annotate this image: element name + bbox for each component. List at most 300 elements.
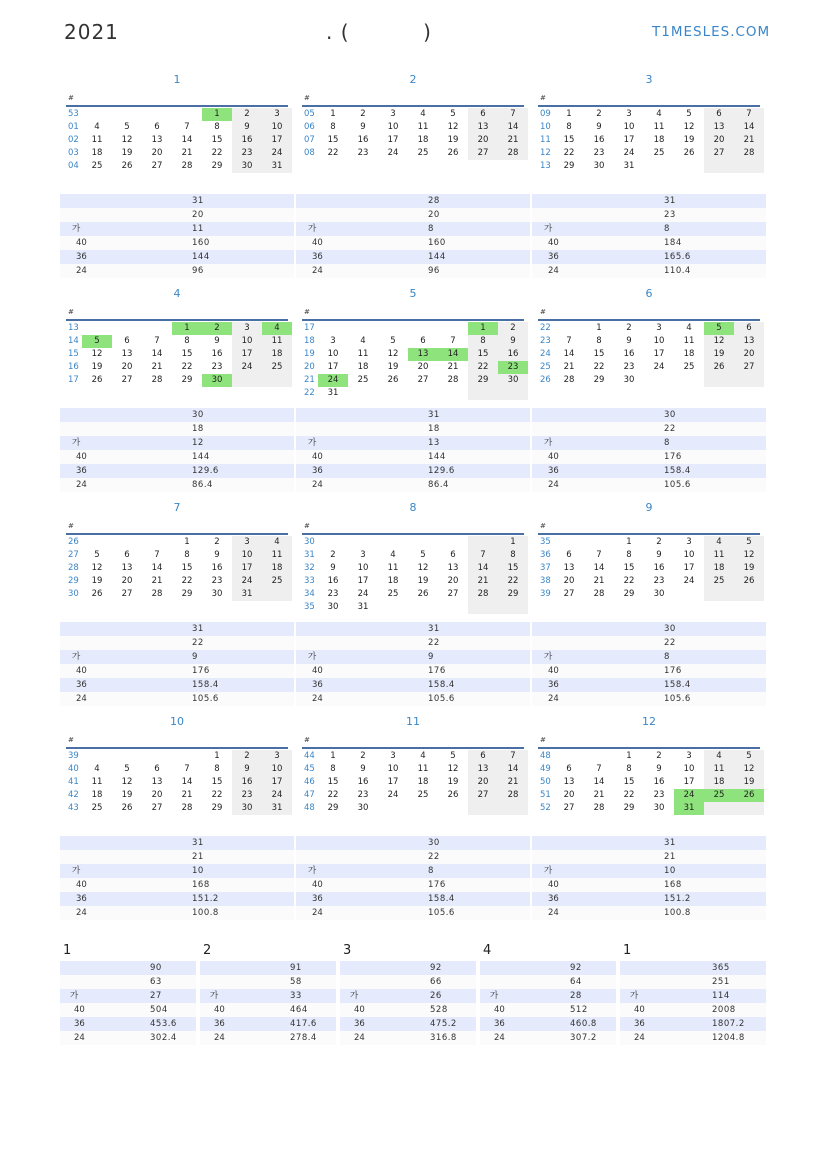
day-cell[interactable]: 15 <box>623 777 635 787</box>
day-cell[interactable]: 23 <box>327 589 339 599</box>
day-cell[interactable]: 18 <box>91 148 103 158</box>
day-cell[interactable]: 8 <box>214 122 220 132</box>
day-cell[interactable]: 14 <box>468 562 498 575</box>
day-cell[interactable]: 15 <box>498 562 528 575</box>
day-cell[interactable]: 15 <box>181 349 193 359</box>
day-cell[interactable]: 3 <box>390 751 396 761</box>
day-cell[interactable]: 5 <box>124 122 130 132</box>
day-cell[interactable]: 16 <box>232 134 262 147</box>
day-cell[interactable]: 1 <box>626 537 632 547</box>
day-cell[interactable]: 13 <box>563 777 575 787</box>
day-cell[interactable]: 5 <box>420 550 426 560</box>
day-cell[interactable]: 4 <box>262 536 292 549</box>
day-cell[interactable]: 22 <box>327 148 339 158</box>
day-cell[interactable]: 23 <box>498 361 528 374</box>
day-cell[interactable]: 9 <box>626 336 632 346</box>
day-cell[interactable]: 17 <box>357 576 369 586</box>
day-cell[interactable]: 17 <box>653 349 665 359</box>
day-cell[interactable]: 8 <box>626 550 632 560</box>
day-cell[interactable]: 30 <box>211 589 223 599</box>
day-cell[interactable]: 30 <box>593 161 605 171</box>
day-cell[interactable]: 4 <box>262 322 292 335</box>
day-cell[interactable]: 9 <box>214 550 220 560</box>
day-cell[interactable]: 5 <box>734 536 764 549</box>
day-cell[interactable]: 9 <box>214 336 220 346</box>
day-cell[interactable]: 3 <box>232 536 262 549</box>
day-cell[interactable]: 25 <box>417 148 429 158</box>
day-cell[interactable]: 23 <box>211 362 223 372</box>
day-cell[interactable]: 24 <box>387 790 399 800</box>
day-cell[interactable]: 26 <box>417 589 429 599</box>
day-cell[interactable]: 5 <box>94 550 100 560</box>
day-cell[interactable]: 14 <box>181 777 193 787</box>
day-cell[interactable]: 18 <box>262 348 292 361</box>
day-cell[interactable]: 17 <box>387 135 399 145</box>
day-cell[interactable]: 1 <box>596 323 602 333</box>
day-cell[interactable]: 19 <box>447 135 459 145</box>
day-cell[interactable]: 20 <box>121 362 133 372</box>
day-cell[interactable]: 3 <box>330 336 336 346</box>
day-cell[interactable]: 26 <box>683 148 695 158</box>
day-cell[interactable]: 19 <box>734 776 764 789</box>
day-cell[interactable]: 22 <box>593 362 605 372</box>
day-cell[interactable]: 23 <box>232 147 262 160</box>
day-cell[interactable]: 4 <box>360 336 366 346</box>
day-cell[interactable]: 18 <box>704 562 734 575</box>
day-cell[interactable]: 7 <box>468 549 498 562</box>
day-cell[interactable]: 8 <box>330 122 336 132</box>
day-cell[interactable]: 31 <box>623 161 635 171</box>
day-cell[interactable]: 27 <box>121 589 133 599</box>
day-cell[interactable]: 13 <box>468 763 498 776</box>
day-cell[interactable]: 8 <box>498 549 528 562</box>
day-cell[interactable]: 6 <box>704 108 734 121</box>
day-cell[interactable]: 3 <box>262 108 292 121</box>
day-cell[interactable]: 31 <box>327 388 339 398</box>
day-cell[interactable]: 24 <box>232 575 262 588</box>
day-cell[interactable]: 30 <box>623 375 635 385</box>
day-cell[interactable]: 11 <box>357 349 369 359</box>
day-cell[interactable]: 21 <box>181 148 193 158</box>
day-cell[interactable]: 13 <box>468 121 498 134</box>
day-cell[interactable]: 3 <box>626 109 632 119</box>
day-cell[interactable]: 17 <box>262 776 292 789</box>
day-cell[interactable]: 6 <box>468 108 498 121</box>
day-cell[interactable]: 1 <box>184 537 190 547</box>
day-cell[interactable]: 27 <box>121 375 133 385</box>
day-cell[interactable]: 16 <box>653 563 665 573</box>
day-cell[interactable]: 7 <box>184 122 190 132</box>
day-cell[interactable]: 4 <box>704 536 734 549</box>
day-cell[interactable]: 9 <box>656 550 662 560</box>
day-cell[interactable]: 6 <box>450 550 456 560</box>
day-cell[interactable]: 1 <box>498 536 528 549</box>
day-cell[interactable]: 6 <box>124 550 130 560</box>
day-cell[interactable]: 20 <box>468 134 498 147</box>
day-cell[interactable]: 26 <box>91 375 103 385</box>
day-cell[interactable]: 7 <box>450 336 456 346</box>
day-cell[interactable]: 2 <box>626 323 632 333</box>
day-cell[interactable]: 21 <box>151 576 163 586</box>
day-cell[interactable]: 22 <box>181 362 193 372</box>
day-cell[interactable]: 29 <box>623 803 635 813</box>
site-logo[interactable]: T1MESLES.COM <box>652 24 771 40</box>
day-cell[interactable]: 28 <box>468 588 498 601</box>
day-cell[interactable]: 26 <box>734 789 764 802</box>
day-cell[interactable]: 26 <box>734 575 764 588</box>
day-cell[interactable]: 7 <box>154 336 160 346</box>
day-cell[interactable]: 31 <box>357 602 369 612</box>
day-cell[interactable]: 24 <box>623 148 635 158</box>
day-cell[interactable]: 25 <box>704 575 734 588</box>
day-cell[interactable]: 2 <box>656 751 662 761</box>
day-cell[interactable]: 20 <box>417 362 429 372</box>
day-cell[interactable]: 21 <box>498 776 528 789</box>
day-cell[interactable]: 9 <box>232 121 262 134</box>
day-cell[interactable]: 20 <box>151 148 163 158</box>
day-cell[interactable]: 28 <box>498 147 528 160</box>
day-cell[interactable]: 22 <box>211 148 223 158</box>
day-cell[interactable]: 12 <box>417 563 429 573</box>
day-cell[interactable]: 2 <box>214 537 220 547</box>
day-cell[interactable]: 18 <box>262 562 292 575</box>
day-cell[interactable]: 18 <box>357 362 369 372</box>
day-cell[interactable]: 2 <box>330 550 336 560</box>
day-cell[interactable]: 8 <box>184 336 190 346</box>
day-cell[interactable]: 31 <box>674 802 704 815</box>
day-cell[interactable]: 30 <box>653 803 665 813</box>
day-cell[interactable]: 20 <box>447 576 459 586</box>
day-cell[interactable]: 11 <box>704 549 734 562</box>
day-cell[interactable]: 25 <box>262 575 292 588</box>
day-cell[interactable]: 10 <box>387 122 399 132</box>
day-cell[interactable]: 19 <box>683 135 695 145</box>
day-cell[interactable]: 24 <box>653 362 665 372</box>
day-cell[interactable]: 28 <box>181 803 193 813</box>
day-cell[interactable]: 11 <box>653 122 665 132</box>
day-cell[interactable]: 24 <box>262 147 292 160</box>
day-cell[interactable]: 28 <box>498 789 528 802</box>
day-cell[interactable]: 19 <box>91 576 103 586</box>
day-cell[interactable]: 18 <box>683 349 695 359</box>
day-cell[interactable]: 27 <box>734 361 764 374</box>
day-cell[interactable]: 4 <box>390 550 396 560</box>
day-cell[interactable]: 28 <box>734 147 764 160</box>
day-cell[interactable]: 13 <box>151 777 163 787</box>
day-cell[interactable]: 7 <box>596 550 602 560</box>
day-cell[interactable]: 6 <box>154 764 160 774</box>
day-cell[interactable]: 2 <box>202 322 232 335</box>
day-cell[interactable]: 25 <box>417 790 429 800</box>
day-cell[interactable]: 9 <box>596 122 602 132</box>
day-cell[interactable]: 4 <box>94 764 100 774</box>
day-cell[interactable]: 7 <box>498 108 528 121</box>
day-cell[interactable]: 8 <box>626 764 632 774</box>
day-cell[interactable]: 4 <box>420 751 426 761</box>
day-cell[interactable]: 16 <box>211 349 223 359</box>
day-cell[interactable]: 26 <box>447 790 459 800</box>
day-cell[interactable]: 3 <box>360 550 366 560</box>
day-cell[interactable]: 2 <box>656 537 662 547</box>
day-cell[interactable]: 21 <box>593 576 605 586</box>
day-cell[interactable]: 19 <box>447 777 459 787</box>
day-cell[interactable]: 17 <box>232 348 262 361</box>
day-cell[interactable]: 15 <box>563 135 575 145</box>
day-cell[interactable]: 12 <box>734 763 764 776</box>
day-cell[interactable]: 18 <box>387 576 399 586</box>
day-cell[interactable]: 20 <box>704 134 734 147</box>
day-cell[interactable]: 6 <box>566 550 572 560</box>
day-cell[interactable]: 2 <box>498 322 528 335</box>
day-cell[interactable]: 27 <box>447 589 459 599</box>
day-cell[interactable]: 4 <box>686 323 692 333</box>
day-cell[interactable]: 22 <box>181 576 193 586</box>
day-cell[interactable]: 30 <box>232 802 262 815</box>
day-cell[interactable]: 8 <box>468 335 498 348</box>
day-cell[interactable]: 11 <box>387 563 399 573</box>
day-cell[interactable]: 16 <box>357 135 369 145</box>
day-cell[interactable]: 17 <box>623 135 635 145</box>
day-cell[interactable]: 2 <box>232 750 262 763</box>
day-cell[interactable]: 30 <box>357 803 369 813</box>
day-cell[interactable]: 6 <box>734 322 764 335</box>
day-cell[interactable]: 15 <box>327 135 339 145</box>
day-cell[interactable]: 16 <box>327 576 339 586</box>
day-cell[interactable]: 3 <box>262 750 292 763</box>
day-cell[interactable]: 5 <box>450 109 456 119</box>
day-cell[interactable]: 14 <box>151 563 163 573</box>
day-cell[interactable]: 15 <box>593 349 605 359</box>
day-cell[interactable]: 19 <box>91 362 103 372</box>
day-cell[interactable]: 12 <box>121 777 133 787</box>
day-cell[interactable]: 12 <box>121 135 133 145</box>
day-cell[interactable]: 24 <box>262 789 292 802</box>
day-cell[interactable]: 19 <box>704 348 734 361</box>
day-cell[interactable]: 14 <box>563 349 575 359</box>
day-cell[interactable]: 18 <box>653 135 665 145</box>
day-cell[interactable]: 13 <box>121 563 133 573</box>
day-cell[interactable]: 7 <box>154 550 160 560</box>
day-cell[interactable]: 14 <box>498 763 528 776</box>
day-cell[interactable]: 9 <box>330 563 336 573</box>
day-cell[interactable]: 3 <box>686 751 692 761</box>
day-cell[interactable]: 11 <box>417 122 429 132</box>
day-cell[interactable]: 27 <box>704 147 734 160</box>
day-cell[interactable]: 20 <box>563 576 575 586</box>
day-cell[interactable]: 2 <box>360 751 366 761</box>
day-cell[interactable]: 5 <box>450 751 456 761</box>
day-cell[interactable]: 23 <box>357 790 369 800</box>
day-cell[interactable]: 2 <box>596 109 602 119</box>
day-cell[interactable]: 1 <box>566 109 572 119</box>
day-cell[interactable]: 3 <box>232 322 262 335</box>
day-cell[interactable]: 25 <box>683 362 695 372</box>
day-cell[interactable]: 27 <box>468 789 498 802</box>
day-cell[interactable]: 13 <box>563 563 575 573</box>
day-cell[interactable]: 1 <box>214 751 220 761</box>
day-cell[interactable]: 26 <box>121 161 133 171</box>
day-cell[interactable]: 20 <box>151 790 163 800</box>
day-cell[interactable]: 19 <box>417 576 429 586</box>
day-cell[interactable]: 14 <box>438 348 468 361</box>
day-cell[interactable]: 24 <box>387 148 399 158</box>
day-cell[interactable]: 29 <box>623 589 635 599</box>
day-cell[interactable]: 12 <box>734 549 764 562</box>
day-cell[interactable]: 25 <box>262 361 292 374</box>
day-cell[interactable]: 5 <box>390 336 396 346</box>
day-cell[interactable]: 4 <box>420 109 426 119</box>
day-cell[interactable]: 12 <box>447 764 459 774</box>
day-cell[interactable]: 28 <box>151 589 163 599</box>
day-cell[interactable]: 11 <box>262 549 292 562</box>
day-cell[interactable]: 20 <box>121 576 133 586</box>
day-cell[interactable]: 14 <box>181 135 193 145</box>
day-cell[interactable]: 16 <box>357 777 369 787</box>
day-cell[interactable]: 6 <box>124 336 130 346</box>
day-cell[interactable]: 12 <box>91 563 103 573</box>
day-cell[interactable]: 2 <box>360 109 366 119</box>
day-cell[interactable]: 13 <box>734 335 764 348</box>
day-cell[interactable]: 18 <box>417 777 429 787</box>
day-cell[interactable]: 5 <box>124 764 130 774</box>
day-cell[interactable]: 15 <box>468 348 498 361</box>
day-cell[interactable]: 3 <box>656 323 662 333</box>
day-cell[interactable]: 26 <box>447 148 459 158</box>
day-cell[interactable]: 10 <box>232 549 262 562</box>
day-cell[interactable]: 5 <box>686 109 692 119</box>
day-cell[interactable]: 28 <box>447 375 459 385</box>
day-cell[interactable]: 13 <box>151 135 163 145</box>
day-cell[interactable]: 10 <box>232 335 262 348</box>
day-cell[interactable]: 31 <box>262 802 292 815</box>
day-cell[interactable]: 15 <box>211 135 223 145</box>
day-cell[interactable]: 11 <box>91 135 103 145</box>
day-cell[interactable]: 16 <box>623 349 635 359</box>
day-cell[interactable]: 16 <box>211 563 223 573</box>
day-cell[interactable]: 28 <box>181 161 193 171</box>
day-cell[interactable]: 10 <box>327 349 339 359</box>
day-cell[interactable]: 24 <box>674 789 704 802</box>
day-cell[interactable]: 31 <box>262 160 292 173</box>
day-cell[interactable]: 14 <box>498 121 528 134</box>
day-cell[interactable]: 9 <box>232 763 262 776</box>
day-cell[interactable]: 1 <box>330 751 336 761</box>
day-cell[interactable]: 25 <box>357 375 369 385</box>
day-cell[interactable]: 10 <box>357 563 369 573</box>
day-cell[interactable]: 11 <box>704 763 734 776</box>
day-cell[interactable]: 1 <box>626 751 632 761</box>
day-cell[interactable]: 8 <box>566 122 572 132</box>
day-cell[interactable]: 25 <box>91 803 103 813</box>
day-cell[interactable]: 10 <box>653 336 665 346</box>
day-cell[interactable]: 26 <box>121 803 133 813</box>
day-cell[interactable]: 31 <box>232 588 262 601</box>
day-cell[interactable]: 21 <box>563 362 575 372</box>
day-cell[interactable]: 12 <box>447 122 459 132</box>
day-cell[interactable]: 19 <box>734 562 764 575</box>
day-cell[interactable]: 22 <box>623 790 635 800</box>
day-cell[interactable]: 30 <box>653 589 665 599</box>
day-cell[interactable]: 10 <box>262 121 292 134</box>
day-cell[interactable]: 13 <box>704 121 734 134</box>
day-cell[interactable]: 8 <box>184 550 190 560</box>
day-cell[interactable]: 14 <box>593 563 605 573</box>
day-cell[interactable]: 8 <box>214 764 220 774</box>
day-cell[interactable]: 1 <box>330 109 336 119</box>
day-cell[interactable]: 29 <box>211 803 223 813</box>
day-cell[interactable]: 27 <box>563 589 575 599</box>
day-cell[interactable]: 17 <box>327 362 339 372</box>
day-cell[interactable]: 25 <box>653 148 665 158</box>
day-cell[interactable]: 25 <box>704 789 734 802</box>
day-cell[interactable]: 28 <box>151 375 163 385</box>
day-cell[interactable]: 24 <box>232 361 262 374</box>
day-cell[interactable]: 7 <box>498 750 528 763</box>
day-cell[interactable]: 22 <box>623 576 635 586</box>
day-cell[interactable]: 18 <box>704 776 734 789</box>
day-cell[interactable]: 12 <box>91 349 103 359</box>
day-cell[interactable]: 30 <box>232 160 262 173</box>
day-cell[interactable]: 30 <box>327 602 339 612</box>
day-cell[interactable]: 30 <box>202 374 232 387</box>
day-cell[interactable]: 23 <box>653 576 665 586</box>
day-cell[interactable]: 15 <box>327 777 339 787</box>
day-cell[interactable]: 30 <box>498 374 528 387</box>
day-cell[interactable]: 7 <box>596 764 602 774</box>
day-cell[interactable]: 29 <box>563 161 575 171</box>
day-cell[interactable]: 29 <box>468 374 498 387</box>
day-cell[interactable]: 23 <box>357 148 369 158</box>
day-cell[interactable]: 10 <box>683 550 695 560</box>
day-cell[interactable]: 1 <box>468 322 498 335</box>
day-cell[interactable]: 3 <box>686 537 692 547</box>
day-cell[interactable]: 28 <box>593 589 605 599</box>
day-cell[interactable]: 27 <box>468 147 498 160</box>
day-cell[interactable]: 9 <box>360 122 366 132</box>
day-cell[interactable]: 21 <box>498 134 528 147</box>
day-cell[interactable]: 7 <box>184 764 190 774</box>
day-cell[interactable]: 10 <box>683 764 695 774</box>
day-cell[interactable]: 5 <box>704 322 734 335</box>
day-cell[interactable]: 21 <box>468 575 498 588</box>
day-cell[interactable]: 28 <box>563 375 575 385</box>
day-cell[interactable]: 14 <box>593 777 605 787</box>
day-cell[interactable]: 24 <box>683 576 695 586</box>
day-cell[interactable]: 23 <box>593 148 605 158</box>
day-cell[interactable]: 5 <box>82 335 112 348</box>
day-cell[interactable]: 16 <box>498 348 528 361</box>
day-cell[interactable]: 24 <box>318 374 348 387</box>
day-cell[interactable]: 14 <box>734 121 764 134</box>
day-cell[interactable]: 19 <box>121 148 133 158</box>
day-cell[interactable]: 29 <box>181 375 193 385</box>
day-cell[interactable]: 7 <box>734 108 764 121</box>
day-cell[interactable]: 13 <box>121 349 133 359</box>
day-cell[interactable]: 12 <box>387 349 399 359</box>
day-cell[interactable]: 15 <box>181 563 193 573</box>
day-cell[interactable]: 21 <box>447 362 459 372</box>
day-cell[interactable]: 21 <box>593 790 605 800</box>
day-cell[interactable]: 23 <box>211 576 223 586</box>
day-cell[interactable]: 17 <box>387 777 399 787</box>
day-cell[interactable]: 9 <box>656 764 662 774</box>
day-cell[interactable]: 5 <box>734 750 764 763</box>
day-cell[interactable]: 11 <box>262 335 292 348</box>
day-cell[interactable]: 9 <box>360 764 366 774</box>
day-cell[interactable]: 29 <box>593 375 605 385</box>
day-cell[interactable]: 19 <box>387 362 399 372</box>
day-cell[interactable]: 21 <box>151 362 163 372</box>
